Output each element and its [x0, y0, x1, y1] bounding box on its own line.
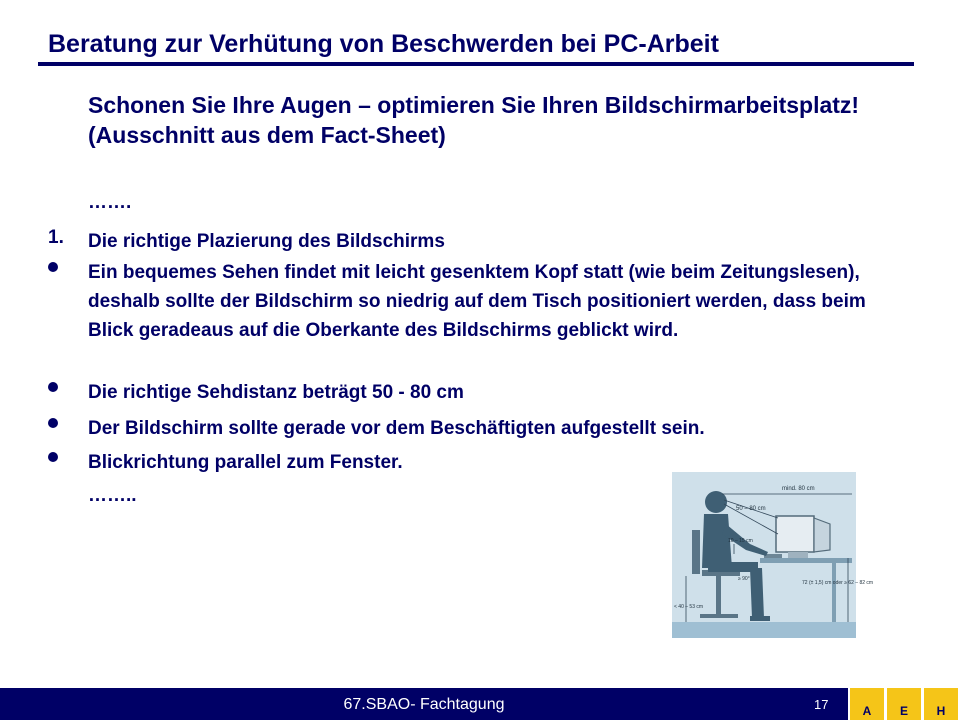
figure-label: mind. 80 cm [782, 486, 815, 492]
person-lower-leg [750, 568, 764, 618]
desk-leg [832, 563, 836, 622]
logo-letter: A [862, 704, 872, 718]
logo-cell [850, 688, 884, 720]
slide-title: Beratung zur Verhütung von Beschwerden bei PC-Arbeit [48, 30, 719, 58]
monitor-stand [788, 552, 808, 558]
ergonomic-workstation-figure [672, 472, 874, 638]
logo-letter: E [899, 704, 908, 718]
organization-logo [848, 688, 960, 720]
bullet-item: Blickrichtung parallel zum Fenster. [88, 452, 403, 473]
logo-cell [887, 688, 921, 720]
logo-cell [924, 688, 958, 720]
figure-label: 10 – 15 cm [728, 538, 753, 544]
bullet-dot [48, 382, 58, 392]
ellipsis-bottom: …….. [88, 485, 137, 506]
chair-post [716, 576, 721, 616]
footer-label: 67.SBAO- Fachtagung [343, 696, 505, 713]
figure-label: < 40 – 53 cm [674, 604, 704, 610]
slide-subtitle: Schonen Sie Ihre Augen – optimieren Sie Ihren Bildschirmarbeitsplatz! (Ausschnitt aus dem Fact-Sheet) [88, 92, 860, 148]
bullet-item: Die richtige Sehdistanz beträgt 50 - 80 cm [88, 382, 464, 403]
monitor-screen [776, 516, 814, 552]
floor-shape [672, 622, 856, 638]
figure-label: 72 (± 1,5) cm oder ≥ 62 – 82 cm [802, 580, 874, 586]
figure-label: 50 – 80 cm [736, 506, 766, 512]
footer-bar [0, 688, 848, 720]
figure-label: ≥ 90° [738, 576, 750, 582]
title-underline [38, 62, 914, 66]
monitor-body [814, 518, 830, 552]
bullet-item: Der Bildschirm sollte gerade vor dem Beschäftigten aufgestellt sein. [88, 418, 705, 439]
bullet-dot [48, 452, 58, 462]
numbered-marker: 1. [48, 227, 64, 248]
person-foot [750, 616, 770, 621]
bullet-dot [48, 262, 58, 272]
numbered-item-text: Die richtige Plazierung des Bildschirms [88, 231, 445, 252]
ellipsis-top: ……. [88, 192, 132, 213]
logo-letter: H [936, 704, 946, 718]
bullet-dot [48, 418, 58, 428]
desk-top [760, 558, 852, 563]
chair-base [700, 614, 738, 618]
page-number: 17 [814, 697, 829, 712]
bullet-item: Ein bequemes Sehen findet mit leicht gesenktem Kopf statt (wie beim Zeitungslesen), deshalb sollte der Bildschirm so niedrig auf dem Tisch positioniert werden, dass beim Blick geradeaus auf die Oberkante des Bildschirms geblickt wird. [88, 262, 866, 341]
chair-back [692, 530, 700, 574]
